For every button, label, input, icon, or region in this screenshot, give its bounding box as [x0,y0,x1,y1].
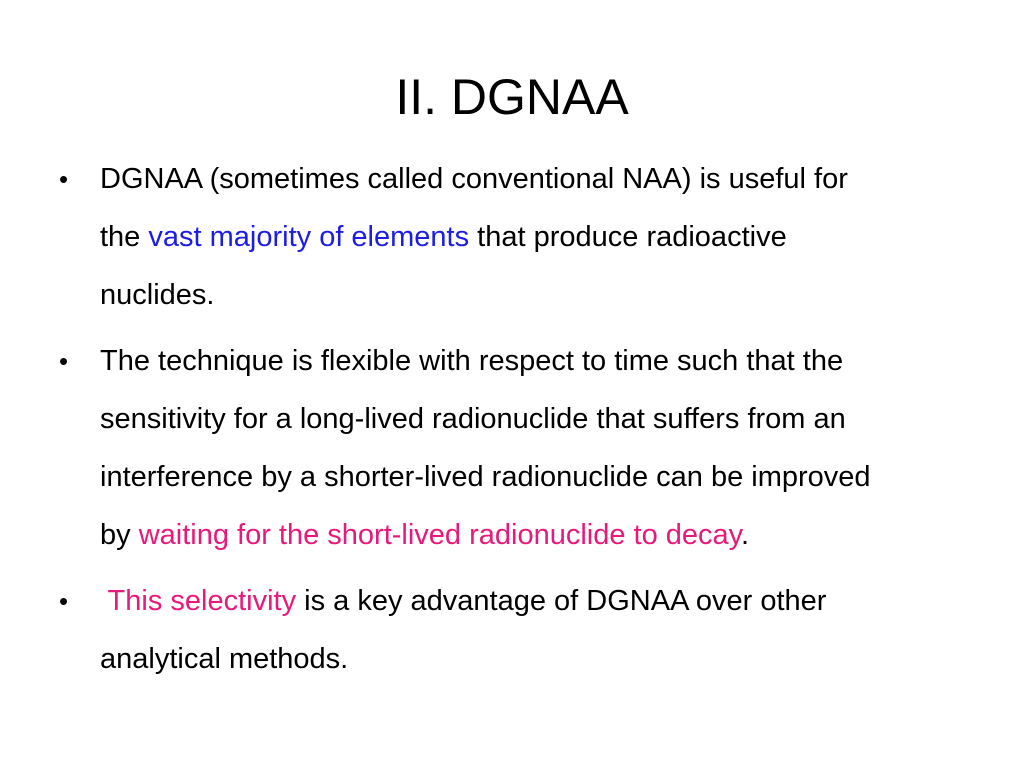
slide-title: II. DGNAA [395,69,629,125]
text-run: analytical methods. [100,643,349,675]
text-run: sensitivity for a long-lived radionuclide that suffers from an [100,403,846,435]
bullet-item-2 [0,332,1024,564]
bullet-2-line-4 [100,506,1012,564]
bullet-item-1 [0,150,1024,324]
bullet-dot-icon: • [59,346,69,376]
text-run: The technique is flexible with respect to time such that the [100,345,844,377]
bullet-2-line-1 [100,332,1012,390]
text-run: the [100,221,149,253]
bullet-1-line-3 [100,266,1012,324]
bullet-2-line-3 [100,448,1012,506]
text-run: DGNAA (sometimes called conventional NAA) is useful for [100,163,848,195]
text-run [100,585,108,617]
text-run: nuclides. [100,279,215,311]
text-run: . [741,519,750,551]
bullet-1-line-2 [100,208,1012,266]
bullet-dot-icon: • [59,164,69,194]
bullet-dot-icon: • [59,586,69,616]
bullet-item-3 [0,572,1024,688]
highlight-vast-majority: vast majority of elements [148,221,470,253]
bullet-3-line-1 [100,572,1012,630]
bullet-3-line-2 [100,630,1012,688]
bullet-1-line-1 [100,150,1012,208]
highlight-selectivity: This selectivity [107,585,297,617]
text-run: by [100,519,139,551]
text-run: that produce radioactive [469,221,787,253]
bullet-list [0,150,1024,696]
bullet-2-line-2 [100,390,1012,448]
text-run: interference by a shorter-lived radionuclide can be improved [100,461,871,493]
text-run: is a key advantage of DGNAA over other [296,585,827,617]
highlight-waiting-decay: waiting for the short-lived radionuclide to decay [138,519,742,551]
